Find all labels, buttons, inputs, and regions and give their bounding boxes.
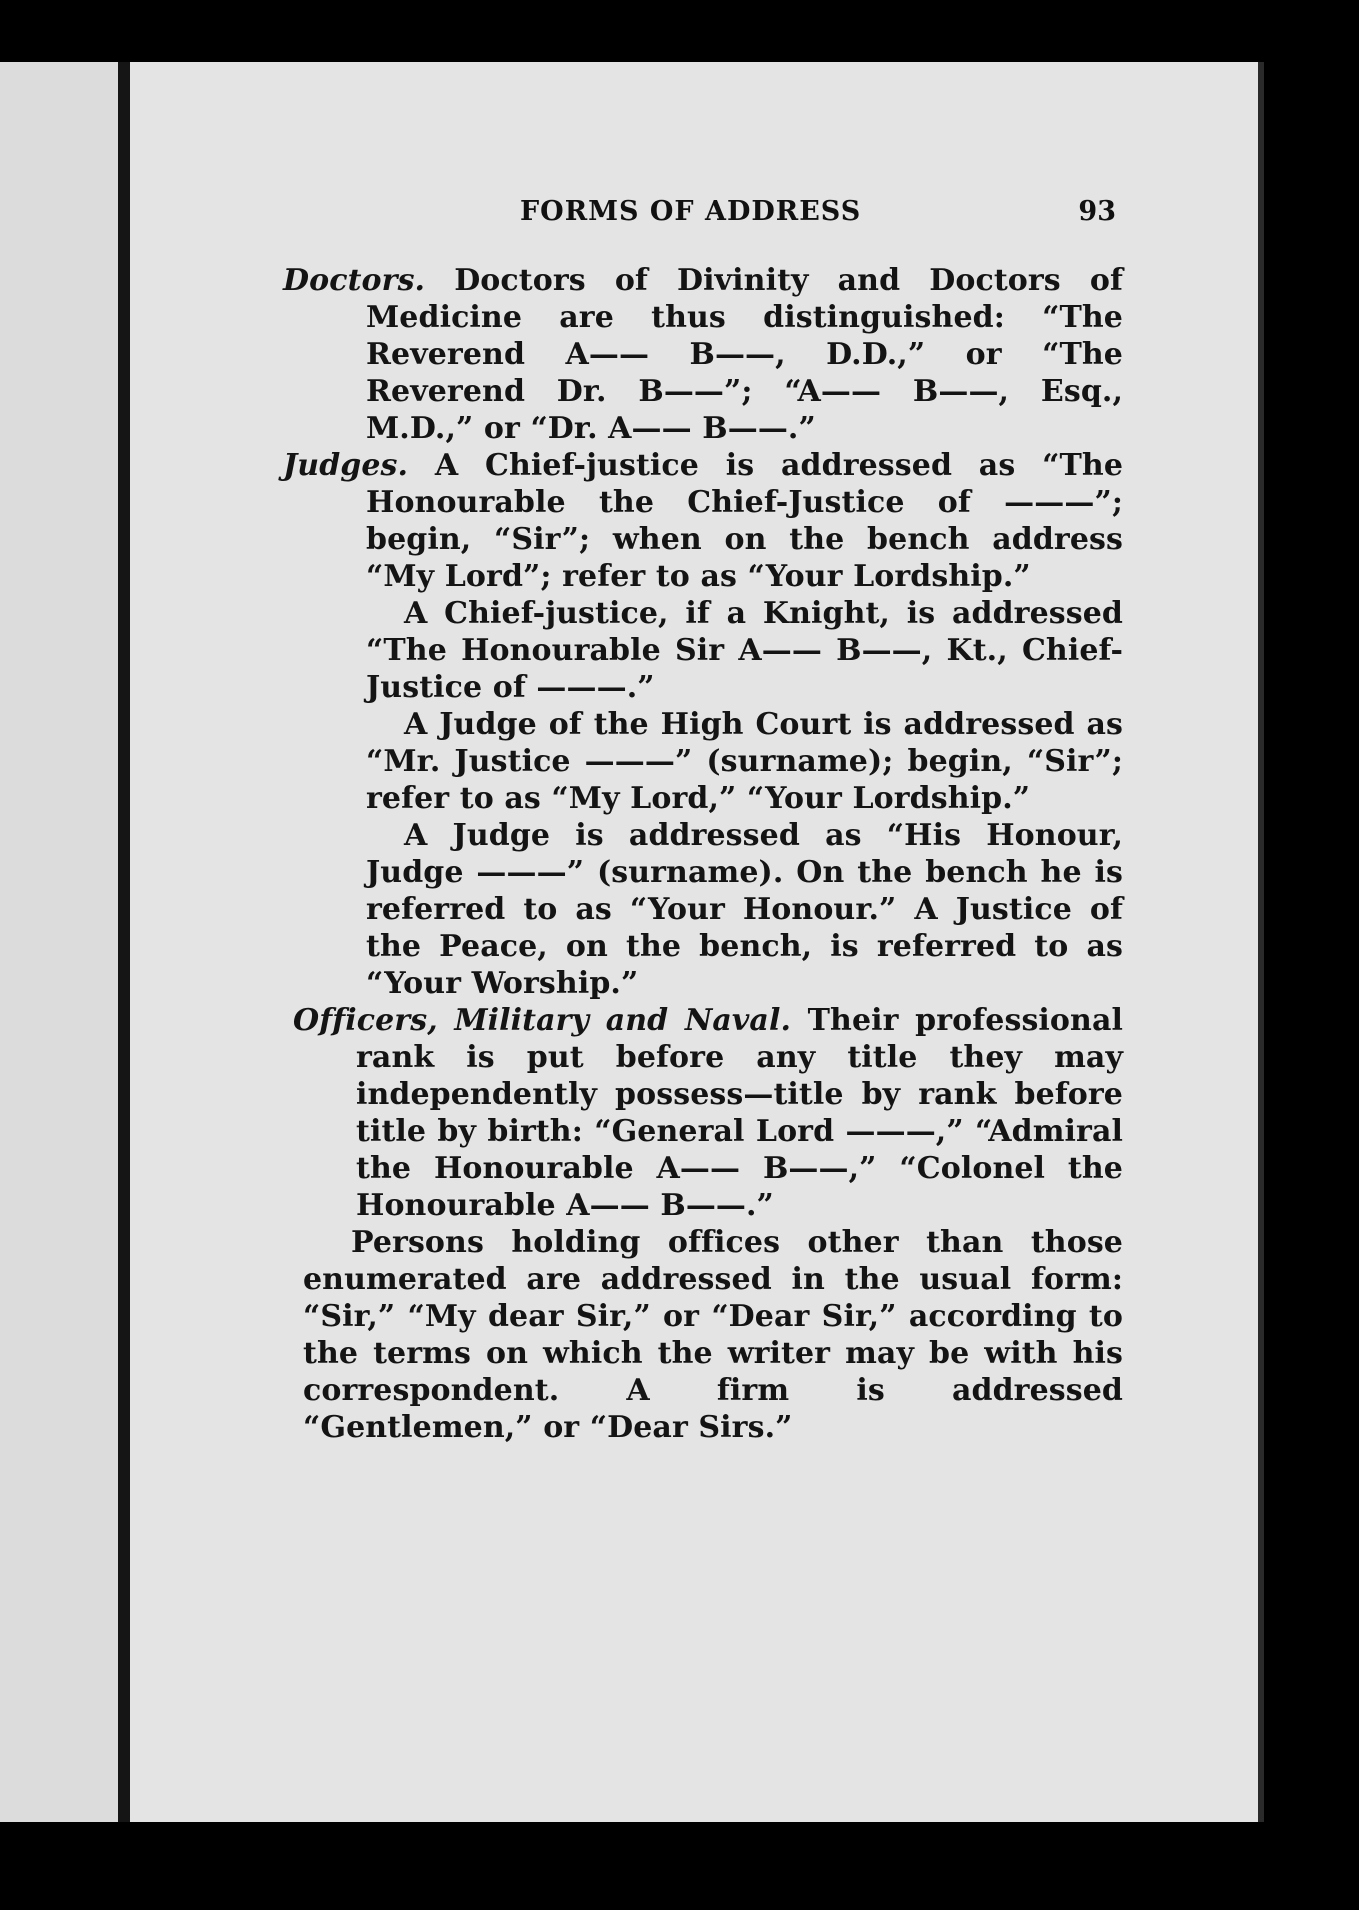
facing-page-edge bbox=[0, 62, 118, 1822]
page-number: 93 bbox=[1078, 196, 1116, 227]
entry-judges bbox=[283, 447, 1123, 595]
body-text bbox=[283, 262, 1123, 1446]
page-gutter-rule bbox=[118, 62, 130, 1822]
entry-officers bbox=[283, 1002, 1123, 1224]
page-right-edge bbox=[1258, 62, 1264, 1822]
page-header bbox=[520, 196, 1120, 236]
judges-honour-paragraph: A Judge is addressed as “His Honour, Judge ———” (surname). On the bench he is referred to as “Your Honour.” A Justice of the Peace, on the bench, is referred to as “Your Worship.” bbox=[366, 818, 1123, 1001]
entry-term: Doctors. bbox=[283, 263, 426, 298]
entry-text: A Chief-justice is addressed as “The Honourable the Chief-Justice of ———”; begin, “Sir”; when on the bench address “My Lord”; refer to as “Your Lordship.” bbox=[366, 448, 1123, 594]
running-title: FORMS OF ADDRESS bbox=[520, 196, 862, 227]
entry-text: Their professional rank is put before any title they may independently possess—title by rank before title by birth: “General Lord ———,” “Admiral the Honourable A—— B——,” “Colonel the Honourable A—— B——.” bbox=[356, 1003, 1123, 1223]
entry-doctors bbox=[283, 262, 1123, 447]
entry-term: Officers, Military and Naval. bbox=[293, 1003, 792, 1038]
judges-high-court-paragraph: A Judge of the High Court is addressed as “Mr. Justice ———” (surname); begin, “Sir”; refer to as “My Lord,” “Your Lordship.” bbox=[366, 707, 1123, 816]
entry-term: Judges. bbox=[283, 448, 409, 483]
closing-paragraph: Persons holding offices other than those enumerated are addressed in the usual form: “Sir,” “My dear Sir,” or “Dear Sir,” according to the terms on which the writer may be with his correspondent. A firm is addressed “Gentlemen,” or “Dear Sirs.” bbox=[303, 1225, 1123, 1445]
entry-text: Doctors of Divinity and Doctors of Medicine are thus distinguished: “The Reverend A—— B——, D.D.,” or “The Reverend Dr. B——”; “A—— B——, Esq., M.D.,” or “Dr. A—— B——.” bbox=[366, 263, 1123, 446]
judges-knight-paragraph: A Chief-justice, if a Knight, is addressed “The Honourable Sir A—— B——, Kt., Chief-Justice of ———.” bbox=[366, 596, 1123, 705]
